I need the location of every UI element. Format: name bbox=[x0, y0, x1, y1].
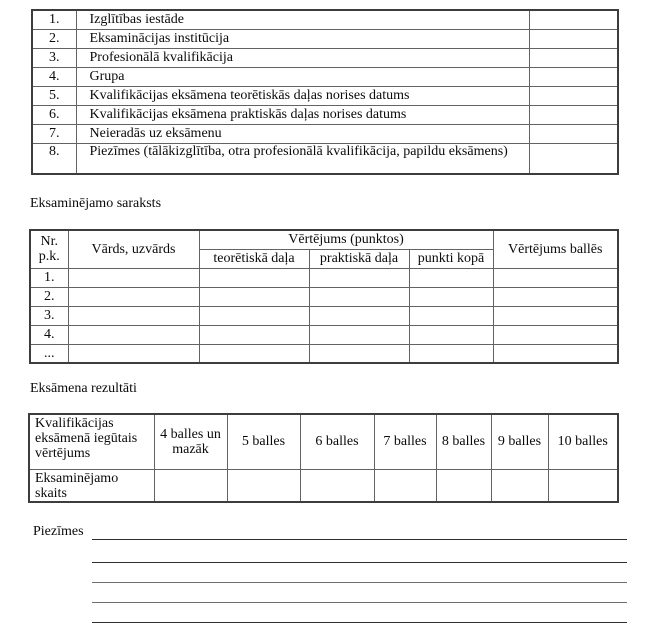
row-number: 1. bbox=[30, 268, 68, 287]
row-label: Izglītības iestāde bbox=[76, 10, 529, 29]
row-label: Piezīmes (tālākizglītība, otra profesionālā kvalifikācija, papildu eksāmens) bbox=[76, 143, 529, 174]
count-cell bbox=[227, 469, 300, 502]
header-nr-line2: p.k. bbox=[38, 249, 60, 265]
header-grade: Vērtējums ballēs bbox=[493, 230, 618, 268]
count-cell bbox=[491, 469, 548, 502]
column-header: 4 balles un mazāk bbox=[154, 414, 227, 469]
total-cell bbox=[409, 268, 493, 287]
table-row bbox=[32, 86, 618, 105]
info-table bbox=[31, 9, 619, 175]
row-number: 2. bbox=[30, 287, 68, 306]
table-row bbox=[32, 10, 618, 29]
header-total: punkti kopā bbox=[409, 249, 493, 268]
results-table bbox=[28, 413, 619, 503]
practical-cell bbox=[309, 344, 409, 363]
theoretical-cell bbox=[199, 268, 309, 287]
row-number: 3. bbox=[32, 48, 76, 67]
table-row bbox=[30, 344, 618, 363]
name-cell bbox=[68, 268, 199, 287]
practical-cell bbox=[309, 268, 409, 287]
table-row bbox=[32, 29, 618, 48]
practical-cell bbox=[309, 287, 409, 306]
practical-cell bbox=[309, 325, 409, 344]
row-number: 2. bbox=[32, 29, 76, 48]
header-score-group: Vērtējums (punktos) bbox=[199, 230, 493, 249]
row-label: Profesionālā kvalifikācija bbox=[76, 48, 529, 67]
table-row bbox=[30, 287, 618, 306]
notes-label: Piezīmes bbox=[33, 524, 84, 539]
row-value-cell bbox=[529, 67, 618, 86]
table-row bbox=[30, 325, 618, 344]
grade-cell bbox=[493, 306, 618, 325]
table-row bbox=[32, 67, 618, 86]
section-heading-results: Eksāmena rezultāti bbox=[30, 381, 137, 396]
row-value-cell bbox=[529, 10, 618, 29]
row-number: ... bbox=[30, 344, 68, 363]
total-cell bbox=[409, 306, 493, 325]
total-cell bbox=[409, 287, 493, 306]
header-practical: praktiskā daļa bbox=[309, 249, 409, 268]
column-header: 10 balles bbox=[548, 414, 618, 469]
row-label: Grupa bbox=[76, 67, 529, 86]
note-line bbox=[92, 622, 627, 623]
row-value-cell bbox=[529, 143, 618, 174]
name-cell bbox=[68, 325, 199, 344]
header-nr-pk bbox=[30, 230, 68, 268]
practical-cell bbox=[309, 306, 409, 325]
table-row bbox=[32, 48, 618, 67]
name-cell bbox=[68, 287, 199, 306]
table-row bbox=[30, 268, 618, 287]
row-number: 4. bbox=[30, 325, 68, 344]
column-header: 6 balles bbox=[300, 414, 374, 469]
row-value-cell bbox=[529, 124, 618, 143]
header-name: Vārds, uzvārds bbox=[68, 230, 199, 268]
grade-cell bbox=[493, 344, 618, 363]
count-cell bbox=[154, 469, 227, 502]
column-header: 7 balles bbox=[374, 414, 436, 469]
name-cell bbox=[68, 306, 199, 325]
row-number: 1. bbox=[32, 10, 76, 29]
examinees-table bbox=[29, 229, 619, 364]
theoretical-cell bbox=[199, 325, 309, 344]
count-cell bbox=[300, 469, 374, 502]
row-number: 4. bbox=[32, 67, 76, 86]
column-header: 8 balles bbox=[436, 414, 491, 469]
grade-cell bbox=[493, 287, 618, 306]
header-nr-line1: Nr. bbox=[40, 234, 58, 250]
count-row-label: Eksaminējamo skaits bbox=[29, 469, 154, 502]
count-cell bbox=[548, 469, 618, 502]
total-cell bbox=[409, 325, 493, 344]
header-row bbox=[29, 414, 618, 469]
row-label: Eksaminācijas institūcija bbox=[76, 29, 529, 48]
total-cell bbox=[409, 344, 493, 363]
name-cell bbox=[68, 344, 199, 363]
grade-cell bbox=[493, 325, 618, 344]
column-header: 5 balles bbox=[227, 414, 300, 469]
table-row bbox=[32, 124, 618, 143]
note-line bbox=[92, 539, 627, 540]
row-number: 5. bbox=[32, 86, 76, 105]
note-line bbox=[92, 582, 627, 583]
row-number: 3. bbox=[30, 306, 68, 325]
row-number: 6. bbox=[32, 105, 76, 124]
table-row bbox=[29, 469, 618, 502]
table-row bbox=[30, 306, 618, 325]
header-row bbox=[30, 230, 618, 249]
row-label: Neieradās uz eksāmenu bbox=[76, 124, 529, 143]
note-line bbox=[92, 562, 627, 563]
header-theoretical: teorētiskā daļa bbox=[199, 249, 309, 268]
row-value-cell bbox=[529, 29, 618, 48]
note-line bbox=[92, 602, 627, 603]
section-heading-examinees: Eksaminējamo saraksts bbox=[30, 196, 162, 211]
grade-cell bbox=[493, 268, 618, 287]
count-cell bbox=[374, 469, 436, 502]
theoretical-cell bbox=[199, 287, 309, 306]
row-value-cell bbox=[529, 86, 618, 105]
grade-row-label: Kvalifikācijas eksāmenā iegūtais vērtējums bbox=[29, 414, 154, 469]
count-cell bbox=[436, 469, 491, 502]
row-number: 7. bbox=[32, 124, 76, 143]
row-label: Kvalifikācijas eksāmena praktiskās daļas norises datums bbox=[76, 105, 529, 124]
column-header: 9 balles bbox=[491, 414, 548, 469]
row-value-cell bbox=[529, 105, 618, 124]
table-row bbox=[32, 105, 618, 124]
row-label: Kvalifikācijas eksāmena teorētiskās daļas norises datums bbox=[76, 86, 529, 105]
row-number: 8. bbox=[32, 143, 76, 174]
table-row bbox=[32, 143, 618, 174]
theoretical-cell bbox=[199, 306, 309, 325]
theoretical-cell bbox=[199, 344, 309, 363]
row-value-cell bbox=[529, 48, 618, 67]
